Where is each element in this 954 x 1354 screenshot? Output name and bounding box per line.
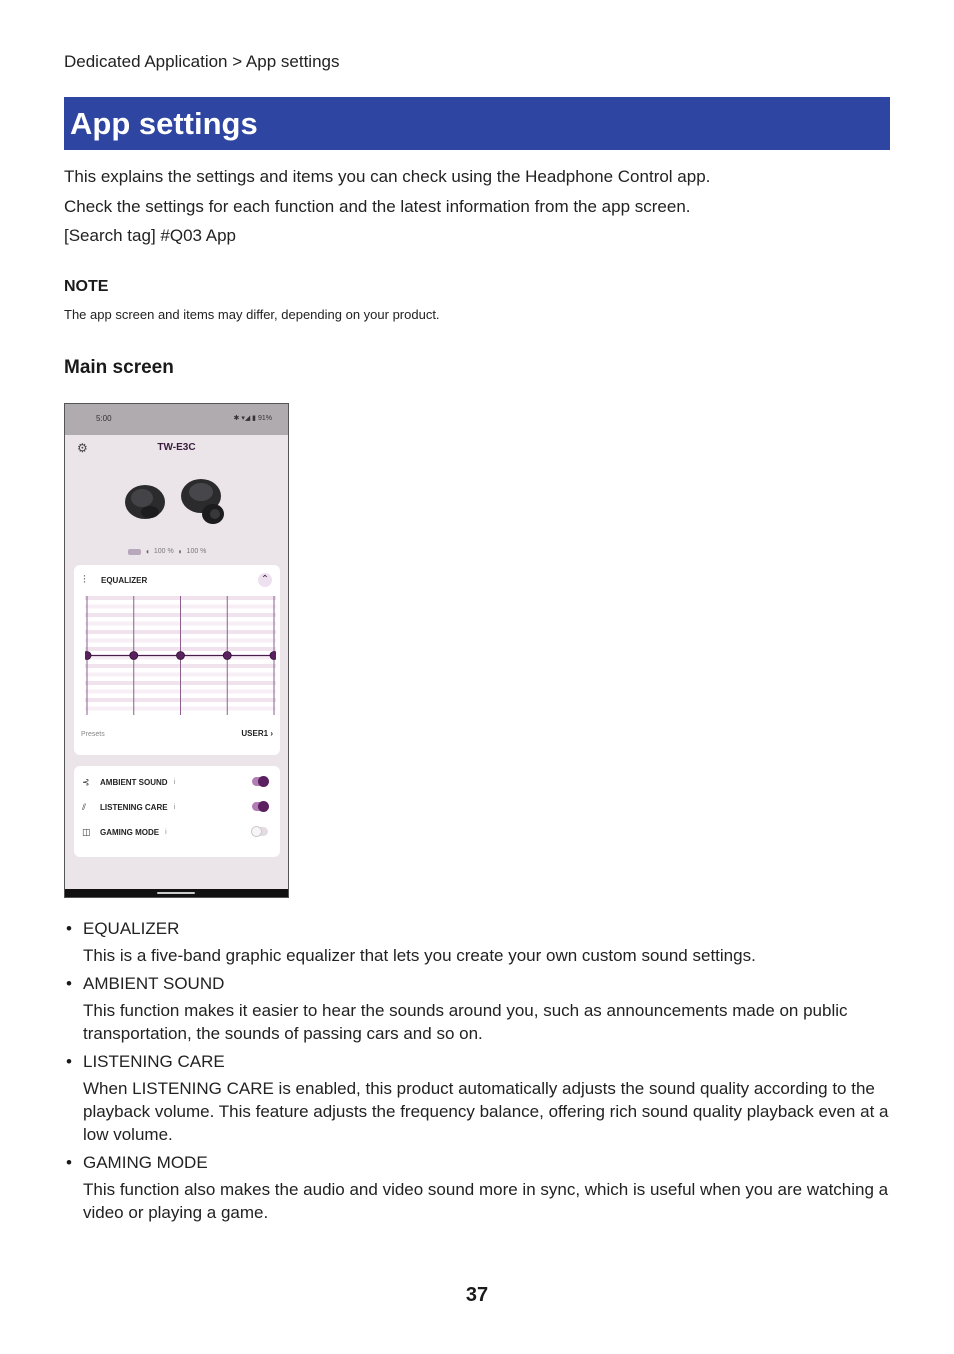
section-heading: Main screen (64, 357, 174, 378)
note-text: The app screen and items may differ, depending on your product. (64, 307, 440, 322)
nav-bar (65, 889, 288, 897)
status-time: 5:00 (96, 414, 112, 423)
ambient-sound-row[interactable] (82, 774, 274, 790)
ambient-sound-label: AMBIENT SOUND (100, 777, 168, 787)
left-bud-icon: ◖ (145, 547, 150, 556)
info-icon[interactable]: i (165, 828, 167, 836)
intro-line-2: Check the settings for each function and the latest information from the app screen. (64, 196, 691, 216)
listening-care-icon: ⫽ (82, 801, 87, 812)
listening-care-label: LISTENING CARE (100, 802, 168, 812)
collapse-chevron-icon[interactable]: ⌃ (258, 573, 272, 587)
list-item (64, 918, 890, 967)
list-item (64, 973, 890, 1045)
ambient-sound-toggle[interactable] (252, 777, 268, 786)
feature-description: This function makes it easier to hear the sounds around you, such as announcements made on public transportation, the sounds of passing cars and so on. (83, 1001, 848, 1043)
equalizer-icon: ⫶ (83, 574, 86, 586)
settings-gear-icon[interactable]: ⚙ (77, 441, 88, 455)
toggle-card (74, 766, 280, 857)
listening-care-toggle[interactable] (252, 802, 268, 811)
ambient-sound-icon: ⊰ (82, 776, 90, 787)
gamepad-icon: ◫ (82, 826, 91, 837)
earbuds-image (117, 472, 235, 534)
battery-right: 100 % (186, 548, 207, 555)
feature-description: When LISTENING CARE is enabled, this product automatically adjusts the sound quality according to the playback volume. This feature adjusts the frequency balance, offering rich sound quality playback even at a low volume. (83, 1079, 889, 1144)
right-bud-icon: ◗ (177, 547, 183, 556)
note-heading: NOTE (64, 278, 109, 295)
intro-search-tag: [Search tag] #Q03 App (64, 226, 237, 245)
home-handle[interactable] (157, 892, 195, 894)
gaming-mode-label: GAMING MODE (100, 827, 160, 837)
app-screenshot (64, 403, 289, 898)
feature-name: • GAMING MODE (83, 1153, 208, 1172)
info-icon[interactable]: i (173, 778, 176, 786)
eq-band-handle[interactable] (223, 652, 231, 660)
feature-name: • AMBIENT SOUND (83, 974, 225, 993)
equalizer-graph[interactable] (85, 596, 276, 715)
intro-text (64, 162, 710, 251)
feature-list (64, 918, 890, 1230)
page-number: 37 (465, 1284, 489, 1306)
presets-label: Presets (81, 731, 105, 738)
eq-band-handle[interactable] (270, 652, 276, 660)
feature-description: This function also makes the audio and video sound more in sync, which is useful when you are watching a video or playing a game. (83, 1180, 889, 1222)
feature-name: • LISTENING CARE (83, 1052, 225, 1071)
presets-selector[interactable] (241, 729, 273, 738)
status-bar (65, 404, 288, 435)
page-title: App settings (64, 97, 890, 150)
list-item (64, 1152, 890, 1224)
chevron-right-icon: › (270, 729, 273, 738)
case-battery-icon (128, 549, 141, 555)
list-item (64, 1051, 890, 1146)
status-icons: ✱ ▾◢ ▮ 91% (233, 415, 272, 422)
eq-band-handle[interactable] (130, 652, 138, 660)
equalizer-card (74, 565, 280, 755)
eq-band-handle[interactable] (85, 652, 91, 660)
battery-status (128, 547, 206, 556)
equalizer-title: EQUALIZER (101, 576, 148, 585)
feature-name: • EQUALIZER (83, 919, 180, 938)
listening-care-row[interactable] (82, 799, 274, 815)
gaming-mode-row[interactable] (82, 824, 274, 840)
presets-value: USER1 (241, 729, 269, 738)
gaming-mode-toggle[interactable] (252, 827, 268, 836)
battery-left: 100 % (153, 548, 174, 555)
intro-line-1: This explains the settings and items you can check using the Headphone Control app. (64, 167, 711, 186)
feature-description: This is a five-band graphic equalizer that lets you create your own custom sound settings. (83, 946, 756, 965)
eq-band-handle[interactable] (177, 652, 185, 660)
info-icon[interactable]: i (173, 803, 176, 811)
breadcrumb: Dedicated Application > App settings (64, 52, 340, 71)
model-name: TW-E3C (157, 442, 196, 453)
